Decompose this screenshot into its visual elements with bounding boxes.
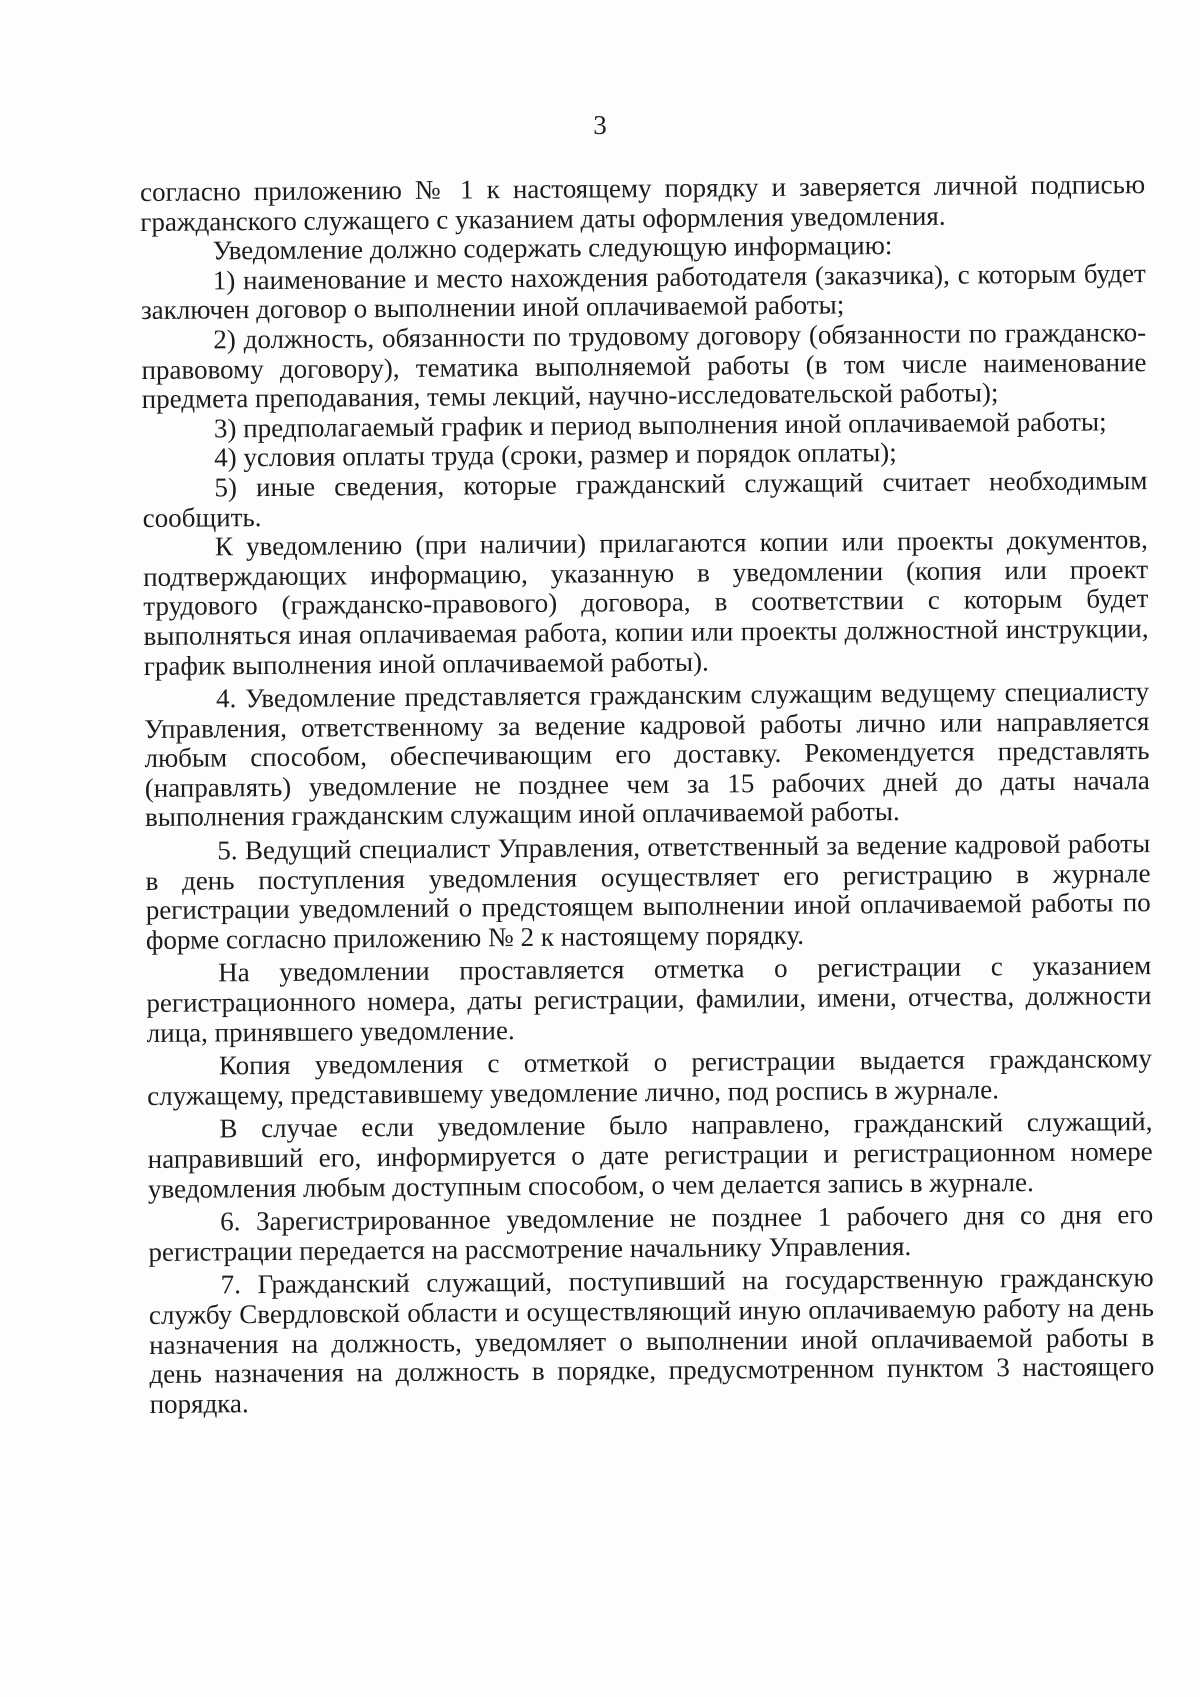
paragraph-registration-mark: На уведомлении проставляется отметка о регистрации с указанием регистрационного номера, даты регистрации, фамилии, имени, отчества, должности лица, принявшего уведомление. bbox=[146, 950, 1152, 1048]
paragraph-copy-issued: Копия уведомления с отметкой о регистрации выдается гражданскому служащему, представившему уведомление лично, под роспись в журнале. bbox=[147, 1043, 1153, 1111]
paragraph-notice-contents-intro: Уведомление должно содержать следующую информацию: bbox=[212, 230, 893, 266]
list-item-payment-terms: 4) условия оплаты труда (сроки, размер и порядок оплаты); bbox=[214, 437, 897, 473]
paragraph-notice-form-continuation: согласно приложению № 1 к настоящему порядку и заверяется личной подписью гражданского служащего с указанием даты оформления уведомления. bbox=[139, 169, 1146, 237]
list-item-position-duties: 2) должность, обязанности по трудовому договору (обязанности по гражданско-правовому договору), тематика выполняемой работы (в том числе наименование предмета преподавания, темы лекций, научно-исследовательской работы); bbox=[141, 317, 1147, 415]
document-body bbox=[140, 170, 1155, 1419]
paragraph-section-5: 5. Ведущий специалист Управления, ответственный за ведение кадровой работы в день поступления уведомления осуществляет его регистрацию в журнале регистрации уведомлений о предстоящем выполнении иной оплачиваемой работы по форме согласно приложению № 2 к настоящему порядку. bbox=[145, 828, 1151, 955]
paragraph-section-6: 6. Зарегистрированное уведомление не позднее 1 рабочего дня со дня его регистрации передается на рассмотрение начальнику Управления. bbox=[148, 1199, 1154, 1267]
list-item-other-info: 5) иные сведения, которые гражданский служащий считает необходимым сообщить. bbox=[142, 465, 1148, 533]
list-item-schedule: 3) предполагаемый график и период выполнения иной оплачиваемой работы; bbox=[213, 406, 1107, 444]
paragraph-section-7: 7. Гражданский служащий, поступивший на государственную гражданскую службу Свердловской области и осуществляющий иную оплачиваемую работу на день назначения на должность, уведомляет о выполнении иной оплачиваемой работы в день назначения на должность в порядке, предусмотренном пунктом 3 настоящего порядка. bbox=[148, 1262, 1155, 1419]
paragraph-section-4: 4. Уведомление представляется гражданским служащим ведущему специалисту Управления, ответственному за ведение кадровой работы лично или направляется любым способом, обеспечивающим его доставку. Рекомендуется представлять (направлять) уведомление не позднее чем за 15 рабочих дней до даты начала выполнения гражданским служащим иной оплачиваемой работы. bbox=[144, 676, 1150, 833]
page-number: 3 bbox=[593, 110, 607, 140]
list-item-employer: 1) наименование и место нахождения работодателя (заказчика), с которым будет заключен договор о выполнении иной оплачиваемой работы; bbox=[140, 257, 1146, 326]
paragraph-sent-notice: В случае если уведомление было направлено, гражданский служащий, направивший его, информируется о дате регистрации и регистрационном номере уведомления любым доступным способом, о чем делается запись в журнале. bbox=[147, 1106, 1153, 1204]
paragraph-attachments: К уведомлению (при наличии) прилагаются копии или проекты документов, подтверждающих информацию, указанную в уведомлении (копия или проект трудового (гражданско-правового) договора, в соответствии с которым будет выполняться иная оплачиваемая работа, копии или проекты должностной инструкции, график выполнения иной оплачиваемой работы). bbox=[143, 524, 1149, 681]
